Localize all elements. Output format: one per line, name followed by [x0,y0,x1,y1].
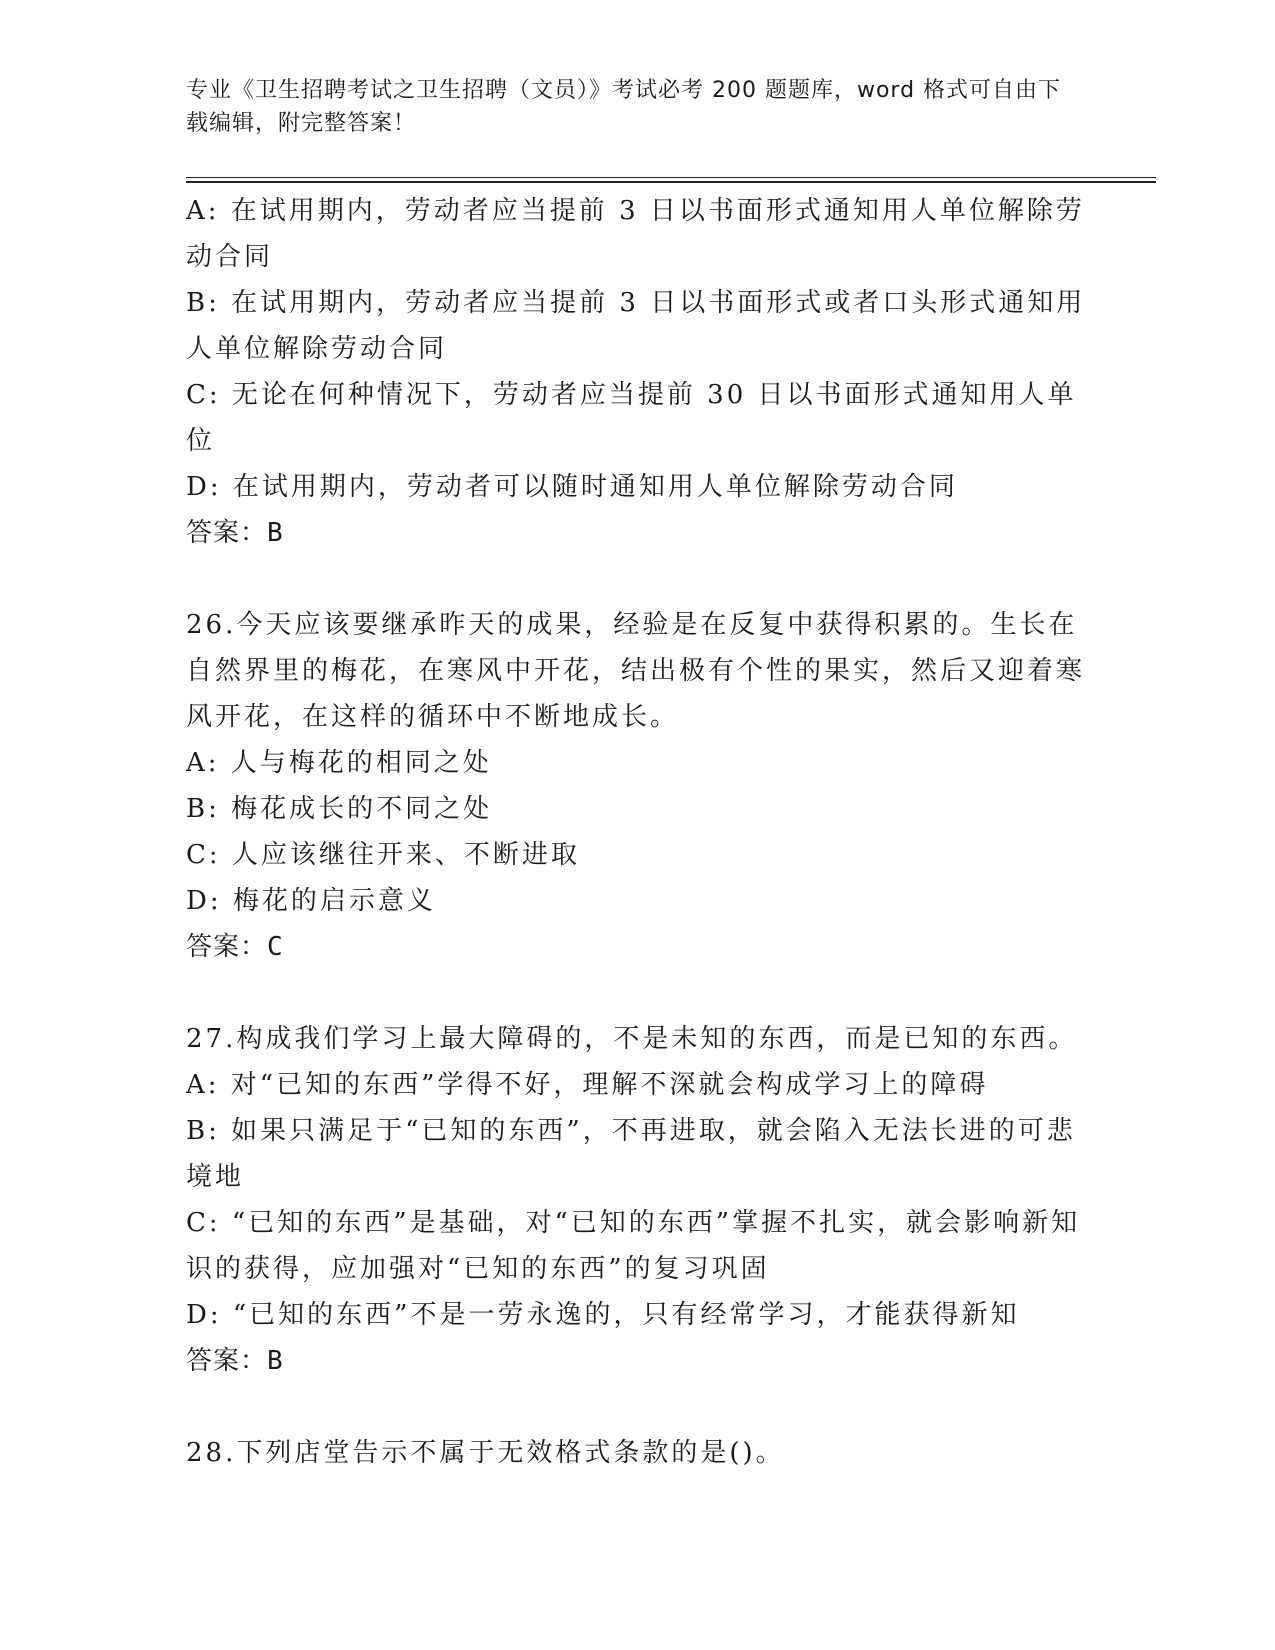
spacer [186,556,1086,602]
option-d: D: 在试用期内，劳动者可以随时通知用人单位解除劳动合同 [186,472,958,502]
spacer [186,1384,1086,1430]
answer-value: C [267,932,284,962]
option-c: C: 无论在何种情况下，劳动者应当提前 30 日以书面形式通知用人单位 [186,380,1077,456]
question-27 [186,1016,1086,1384]
question-stem: 28.下列店堂告示不属于无效格式条款的是()。 [186,1438,785,1468]
answer-value: B [267,518,284,548]
option-b: B: 在试用期内，劳动者应当提前 3 日以书面形式或者口头形式通知用人单位解除劳动合同 [186,288,1086,364]
option-b: B: 梅花成长的不同之处 [186,794,493,824]
option-a: A: 人与梅花的相同之处 [186,748,492,778]
answer-value: B [267,1346,284,1376]
header-divider-thick [186,181,1156,183]
document-header: 专业《卫生招聘考试之卫生招聘（文员）》考试必考 200 题题库，word 格式可自由下载编辑，附完整答案！ [186,78,1062,136]
question-28 [186,1430,1086,1476]
option-c: C: “已知的东西”是基础，对“已知的东西”掌握不扎实，就会影响新知识的获得，应加强对“已知的东西”的复习巩固 [186,1208,1081,1284]
header-divider-thin [186,177,1156,178]
option-d: D: “已知的东西”不是一劳永逸的，只有经常学习，才能获得新知 [186,1300,1020,1330]
document-body [186,188,1086,1476]
spacer [186,970,1086,1016]
question-stem: 26.今天应该要继承昨天的成果，经验是在反复中获得积累的。生长在自然界里的梅花，在寒风中开花，结出极有个性的果实，然后又迎着寒风开花，在这样的循环中不断地成长。 [186,610,1086,732]
answer-label: 答案： [186,932,268,962]
option-a: A: 对“已知的东西”学得不好，理解不深就会构成学习上的障碍 [186,1070,989,1100]
question-stem: 27.构成我们学习上最大障碍的，不是未知的东西，而是已知的东西。 [186,1024,1078,1054]
option-a: A: 在试用期内，劳动者应当提前 3 日以书面形式通知用人单位解除劳动合同 [186,196,1085,272]
answer-line [186,924,1086,970]
answer-label: 答案： [186,518,268,548]
option-d: D: 梅花的启示意义 [186,886,436,916]
answer-line [186,510,1086,556]
question-25 [186,188,1086,556]
question-26 [186,602,1086,970]
option-b: B: 如果只满足于“已知的东西”，不再进取，就会陷入无法长进的可悲境地 [186,1116,1076,1192]
option-c: C: 人应该继往开来、不断进取 [186,840,580,870]
answer-label: 答案： [186,1346,268,1376]
answer-line [186,1338,1086,1384]
